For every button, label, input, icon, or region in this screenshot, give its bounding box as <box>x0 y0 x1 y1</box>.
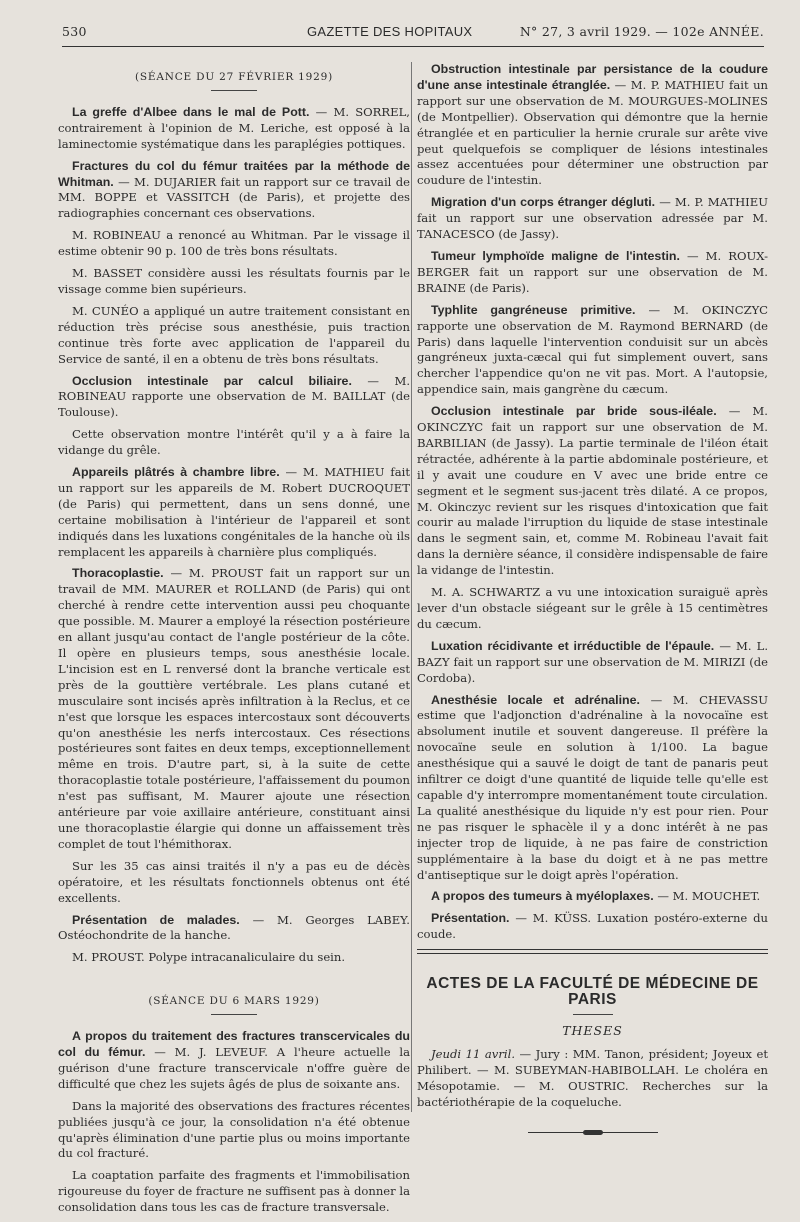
article-text: M. ROBINEAU a renoncé au Whitman. Par le vissage il estime obtenir 90 p. 100 de très bons résultats. <box>58 228 410 259</box>
article-text: — M. ROUX-BERGER fait un rapport sur une observation de M. BRAINE (de Paris). <box>417 248 768 295</box>
article-text: Sur les 35 cas ainsi traités il n'y a pas eu de décès opératoire, et les résultats fonctionnels obtenus ont été excellents. <box>58 858 410 905</box>
short-rule <box>211 1014 257 1015</box>
article-title: Migration d'un corps étranger dégluti. <box>431 195 656 210</box>
article-text: — M. MATHIEU fait un rapport sur les appareils de M. Robert DUCROQUET (de Paris) qui permettent, dans un sens donné, une certaine mobilisation à l'intérieur de l'appareil et sont indiqués dans les luxations congénitales de la hanche où ils remplacent les appareils à charnière plus compliqués. <box>58 465 410 559</box>
article-paragraph <box>417 1047 768 1111</box>
article-text: M. BASSET considère aussi les résultats fournis par le vissage comme bien supérieurs. <box>58 266 410 296</box>
article-paragraph <box>417 889 768 905</box>
article-paragraph <box>417 249 768 297</box>
article-title: Thoracoplastie. <box>72 566 164 581</box>
article-title: Occlusion intestinale par bride sous-iléale. <box>431 404 717 419</box>
article-paragraph <box>417 693 768 884</box>
seance-heading: (SÉANCE DU 6 MARS 1929) <box>148 995 320 1008</box>
article-title: Présentation. <box>431 911 510 926</box>
article-text: — M. CHEVASSU estime que l'adjonction d'adrénaline à la novocaïne est absolument inutile et souvent dangereuse. Il préfère la novocaïne seule en solution à 1/100. La bague anesthésique qui a sauvé le doigt de tant de panaris peut infiltrer ce doigt d'une quantité de liquide telle qu'elle est capable d'y interrompre momentanément toute circulation. La qualité anesthésique du liquide n'y est pour rien. Pour ne pas risquer le sphacèle il y a donc intérêt à ne pas injecter trop de liquide, à ne pas faire de constriction supplémentaire à la base du doigt et à ne pas mettre d'antiseptique sur le doigt après l'opération. <box>417 692 768 882</box>
journal-title: GAZETTE DES HOPITAUX <box>307 24 473 39</box>
short-rule <box>211 90 257 91</box>
article-text: — M. OKINCZYC fait un rapport sur une observation de M. BARBILIAN (de Jassy). La partie terminale de l'iléon était rétractée, adhérente à la partie abdominale postérieure, et il y avait une coudure en V avec une bride entre ce segment et le segment sus-jacent très dilaté. A ce propos, M. Okinczyc revient sur les risques d'intoxication que fait courir au malade l'irruption du liquide de stase intestinale dans le segment sain, et, comme M. Robineau l'avait fait dans la dernière séance, il considère indispensable de faire la vidange de l'intestin. <box>417 404 768 578</box>
article-text: Cette observation montre l'intérêt qu'il y a à faire la vidange du grêle. <box>58 427 410 458</box>
article-paragraph <box>58 374 410 422</box>
article-paragraph <box>58 566 410 852</box>
article-paragraph <box>58 159 410 223</box>
issue-info: N° 27, 3 avril 1929. — 102e ANNÉE. <box>519 24 764 39</box>
article-title: Fractures du col du fémur traitées par la méthode de Whitman. <box>58 158 410 189</box>
article-paragraph <box>417 911 768 943</box>
article-title: Tumeur lymphoïde maligne de l'intestin. <box>431 248 680 263</box>
article-title: Obstruction intestinale par persistance de la coudure d'une anse intestinale étranglée. <box>417 62 768 92</box>
article-text: — M. Georges LABEY. Ostéochondrite de la hanche. <box>58 912 410 943</box>
article-text: — M. DUJARIER fait un rapport sur ce travail de MM. BOPPE et VASSITCH (de Paris), et projette des radiographies concernant ces observations. <box>58 174 410 221</box>
article-text: — M. ROBINEAU rapporte une observation de M. BAILLAT (de Toulouse). <box>58 373 411 420</box>
article-title: Typhlite gangréneuse primitive. <box>431 302 636 317</box>
article-title: Anesthésie locale et adrénaline. <box>431 692 640 707</box>
article-title: Occlusion intestinale par calcul biliaire. <box>72 373 352 388</box>
article-text: — M. J. LEVEUF. A l'heure actuelle la guérison d'une fracture transcervicale n'offre guère de difficulté que chez les sujets âgés de plus de soixante ans. <box>58 1045 411 1091</box>
article-title: La greffe d'Albee dans le mal de Pott. <box>72 104 310 119</box>
article-text: — M. P. MATHIEU fait un rapport sur une observation de M. MOURGUES-MOLINES (de Montpellier). Observation qui démontre que la hernie étranglée et en particulier la hernie crurale sur arête vive peut quelquefois se compliquer de lésions intestinales assez accentuées pour déterminer une obstruction par coudure de l'intestin. <box>417 77 768 188</box>
article-paragraph <box>58 105 410 153</box>
column-divider <box>411 62 412 1112</box>
article-paragraph <box>58 1029 410 1093</box>
article-paragraph <box>417 62 768 189</box>
section-rule <box>417 949 768 954</box>
thesis-date: Jeudi 11 avril. <box>431 1046 515 1061</box>
article-text: — M. SORREL, contrairement à l'opinion de M. Leriche, est opposé à la laminectomie systématique dans les paraplégies pottiques. <box>58 104 410 151</box>
article-text: M. A. SCHWARTZ a vu une intoxication suraiguë après lever d'un obstacle siégeant sur le grêle à 15 centimètres du cæcum. <box>417 585 768 631</box>
article-paragraph <box>417 404 768 579</box>
right-column <box>417 62 768 1133</box>
article-text: — M. L. BAZY fait un rapport sur une observation de M. MIRIZI (de Cordoba). <box>417 638 769 685</box>
article-text: — M. OKINCZYC rapporte une observation de M. Raymond BERNARD (de Paris) dans laquelle l'intervention conduisit sur un abcès gangréneux juxta-cæcal qui fut simplement ouvert, sans chercher l'appendice qu'on ne vit pas. Mort. A l'autopsie, appendice sain, mais gangrène du cæcum. <box>417 302 769 397</box>
article-text: M. CUNÉO a appliqué un autre traitement consistant en réduction très précise sous anesthésie, puis traction continue très forte avec application de l'appareil du Service de santé, il en a obtenu de très bons résultats. <box>58 303 410 366</box>
article-paragraph <box>58 465 410 560</box>
left-column <box>58 62 410 1222</box>
article-text: — M. PROUST fait un rapport sur un travail de MM. MAURER et ROLLAND (de Paris) qui ont cherché à rendre cette intervention aussi peu choquante que possible. M. Maurer a employé la résection postérieure en allant jusqu'au contact de l'angle postérieur de la côte. Il opère en plusieurs temps, sous anesthésie locale. L'incision est en L renversé dont la branche verticale est près de la gouttière vertébrale. Les plans cutané et musculaire sont incisés après infiltration à la Reclus, et ce n'est que lorsque les espaces intercostaux sont découverts qu'on anesthésie les nerfs intercostaux. Ces résections postérieures sont faites en deux temps, exceptionnellement même en trois. D'autre part, si, à la suite de cette thoracoplastie totale postérieure, l'affaissement du poumon n'est pas suffisant, M. Maurer ajoute une résection antérieure par voie axillaire antérieure, constituant ainsi une thoracoplastie élargie qui donne un affaissement très complet de tout l'hémithorax. <box>58 566 410 851</box>
article-paragraph <box>58 913 410 945</box>
ornamental-rule <box>528 1132 658 1133</box>
article-paragraph <box>417 639 768 687</box>
article-text: Dans la majorité des observations des fractures récentes publiées jusqu'à ce jour, la consolidation n'a été obtenue qu'après élimination d'une partie plus ou moins importante du col fracturé. <box>58 1098 410 1161</box>
article-title: A propos du traitement des fractures transcervicales du col du fémur. <box>58 1029 410 1060</box>
short-rule <box>573 1014 613 1015</box>
article-paragraph <box>417 195 768 243</box>
page-header <box>62 20 764 47</box>
article-text: — Jury : MM. Tanon, président; Joyeux et Philibert. — M. SUBEYMAN-HABIBOLLAH. Le choléra en Mésopotamie. — M. OUSTRIC. Recherches sur la bactériothérapie de la coqueluche. <box>417 1046 768 1109</box>
page-number: 530 <box>62 24 87 39</box>
seance-heading: (SÉANCE DU 27 FÉVRIER 1929) <box>135 71 333 83</box>
article-text: La coaptation parfaite des fragments et l'immobilisation rigoureuse du foyer de fracture ne suffisent pas à donner la consolidation dans tous les cas de fracture transversale. <box>58 1168 410 1215</box>
article-text: — M. P. MATHIEU fait un rapport sur une observation adressée par M. TANACESCO (de Jassy). <box>417 195 768 242</box>
article-title: A propos des tumeurs à myéloplaxes. <box>431 889 654 904</box>
article-title: Présentation de malades. <box>72 912 240 927</box>
subsection-heading: THESES <box>562 1022 623 1038</box>
article-title: Luxation récidivante et irréductible de l'épaule. <box>431 638 715 653</box>
section-heading: ACTES DE LA FACULTÉ DE MÉDECINE DE PARIS <box>426 975 759 1009</box>
article-text: M. PROUST. Polype intracanaliculaire du sein. <box>72 950 346 965</box>
article-paragraph <box>417 303 768 398</box>
article-text: — M. MOUCHET. <box>653 889 761 904</box>
article-text: — M. KÜSS. Luxation postéro-externe du coude. <box>417 911 768 942</box>
article-title: Appareils plâtrés à chambre libre. <box>72 465 280 480</box>
